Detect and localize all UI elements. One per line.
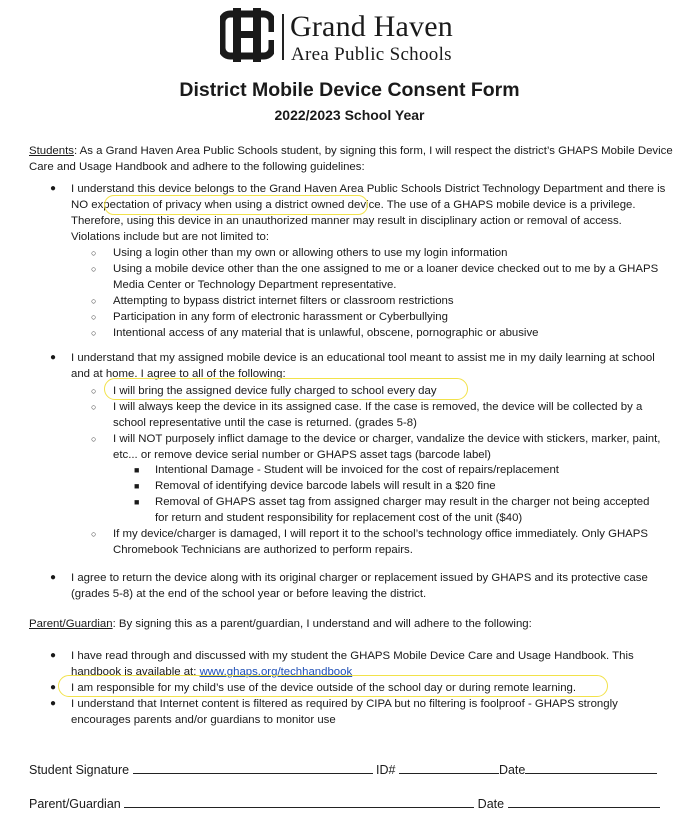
violation-item: Intentional access of any material that is unlawful, obscene, pornographic or abusive (113, 327, 539, 339)
bullet-dot: ● (50, 698, 57, 709)
handbook-link[interactable]: www.ghaps.org/techhandbook (199, 666, 353, 678)
circle-bullet: ○ (91, 248, 97, 258)
form-title: District Mobile Device Consent Form (179, 79, 520, 101)
circle-bullet: ○ (91, 264, 97, 274)
circle-bullet: ○ (91, 434, 97, 444)
violation-item: Attempting to bypass district internet filters or classroom restrictions (113, 295, 454, 307)
students-bullet-2: I understand that my assigned mobile device is an educational tool meant to assist me in my daily learning at school and at home. I agree to all of the following: (71, 352, 655, 380)
parent-signature-line[interactable] (124, 795, 474, 808)
parent-signature-row (29, 795, 660, 811)
bullet-dot: ● (50, 183, 57, 194)
agreement-item: I will always keep the device in its assigned case. If the case is removed, the device will be collected by a school representative until the case is returned. (grades 5-8) (113, 401, 643, 429)
school-logo (220, 8, 490, 66)
square-bullet: ■ (134, 481, 140, 491)
violation-item: Using a login other than my own or allowing others to use my login information (113, 247, 508, 259)
circle-bullet: ○ (91, 529, 97, 539)
students-intro-text: : As a Grand Haven Area Public Schools student, by signing this form, I will respect the district’s GHAPS Mobile Device Care and Usage Handbook and adhere to the following guidelines: (29, 145, 673, 173)
parent-label: Parent/Guardian (29, 618, 113, 630)
date-label: Date (498, 763, 526, 777)
logo-divider (282, 14, 284, 60)
id-label: ID# (372, 763, 399, 777)
students-bullet-3: I agree to return the device along with its original charger or replacement issued by GHAPS and its protective case (grades 5-8) at the end of the school year or before leaving the district. (71, 572, 648, 600)
parent-bullet-2: I am responsible for my child’s use of the device outside of the school day or during remote learning. (71, 682, 577, 694)
logo-subname: Area Public Schools (291, 44, 452, 65)
agreement-item: I will NOT purposely inflict damage to the device or charger, vandalize the device with stickers, marker, paint, etc... or remove device serial number or GHAPS asset tags (barcode label) (113, 433, 661, 461)
circle-bullet: ○ (91, 402, 97, 412)
students-intro (29, 143, 674, 175)
circle-bullet: ○ (91, 296, 97, 306)
date-line[interactable] (525, 761, 657, 774)
parent-date-label: Date (474, 797, 508, 811)
bullet-dot: ● (50, 650, 57, 661)
square-bullet: ■ (134, 465, 140, 475)
gh-monogram-icon (220, 8, 274, 62)
damage-item: Removal of identifying device barcode labels will result in a $20 fine (155, 480, 496, 492)
damage-item: Removal of GHAPS asset tag from assigned charger may result in the charger not being accepted for return and student responsibility for replacement cost of the unit ($40) (155, 496, 650, 524)
violation-item: Participation in any form of electronic harassment or Cyberbullying (113, 311, 448, 323)
logo-name: Grand Haven (290, 10, 453, 43)
parent-bullet-1 (71, 648, 671, 680)
bullet-dot: ● (50, 572, 57, 583)
parent-bullet-3: I understand that Internet content is filtered as required by CIPA but no filtering is foolproof - GHAPS strongly encourages parents and/or guardians to monitor use (71, 698, 618, 726)
damage-item: Intentional Damage - Student will be invoiced for the cost of repairs/replacement (155, 464, 559, 476)
agreement-item: If my device/charger is damaged, I will report it to the school’s technology office immediately. Only GHAPS Chromebook Technicians are authorized to perform repairs. (113, 528, 648, 556)
parent-intro-text: : By signing this as a parent/guardian, I understand and will adhere to the following: (112, 618, 532, 630)
student-signature-line[interactable] (133, 761, 373, 774)
agreement-item: I will bring the assigned device fully charged to school every day (113, 385, 437, 397)
student-signature-label: Student Signature (29, 763, 133, 777)
bullet-dot: ● (50, 352, 57, 363)
circle-bullet: ○ (91, 386, 97, 396)
parent-date-line[interactable] (508, 795, 660, 808)
violation-item: Using a mobile device other than the one assigned to me or a loaner device checked out to me by a GHAPS Media Center or Technology Department representative. (113, 263, 659, 291)
bullet-dot: ● (50, 682, 57, 693)
parent-signature-label: Parent/Guardian (29, 797, 125, 811)
circle-bullet: ○ (91, 328, 97, 338)
id-line[interactable] (399, 761, 499, 774)
students-label: Students (29, 145, 74, 157)
form-subtitle: 2022/2023 School Year (274, 107, 425, 123)
parent-bullet-1-text: I have read through and discussed with my student the GHAPS Mobile Device Care and Usage Handbook. This handbook is available at: (71, 650, 634, 678)
parent-intro (29, 616, 674, 632)
students-bullet-1: I understand this device belongs to the Grand Haven Area Public Schools District Technology Department and there is NO expectation of privacy when using a district owned device. The use of a GHAPS mobile device is a privilege. Therefore, using this device in an unauthorized manner may result in disciplinary action or removal of access. Violations include but are not limited to: (71, 183, 666, 243)
square-bullet: ■ (134, 497, 140, 507)
circle-bullet: ○ (91, 312, 97, 322)
student-signature-row (29, 761, 657, 777)
